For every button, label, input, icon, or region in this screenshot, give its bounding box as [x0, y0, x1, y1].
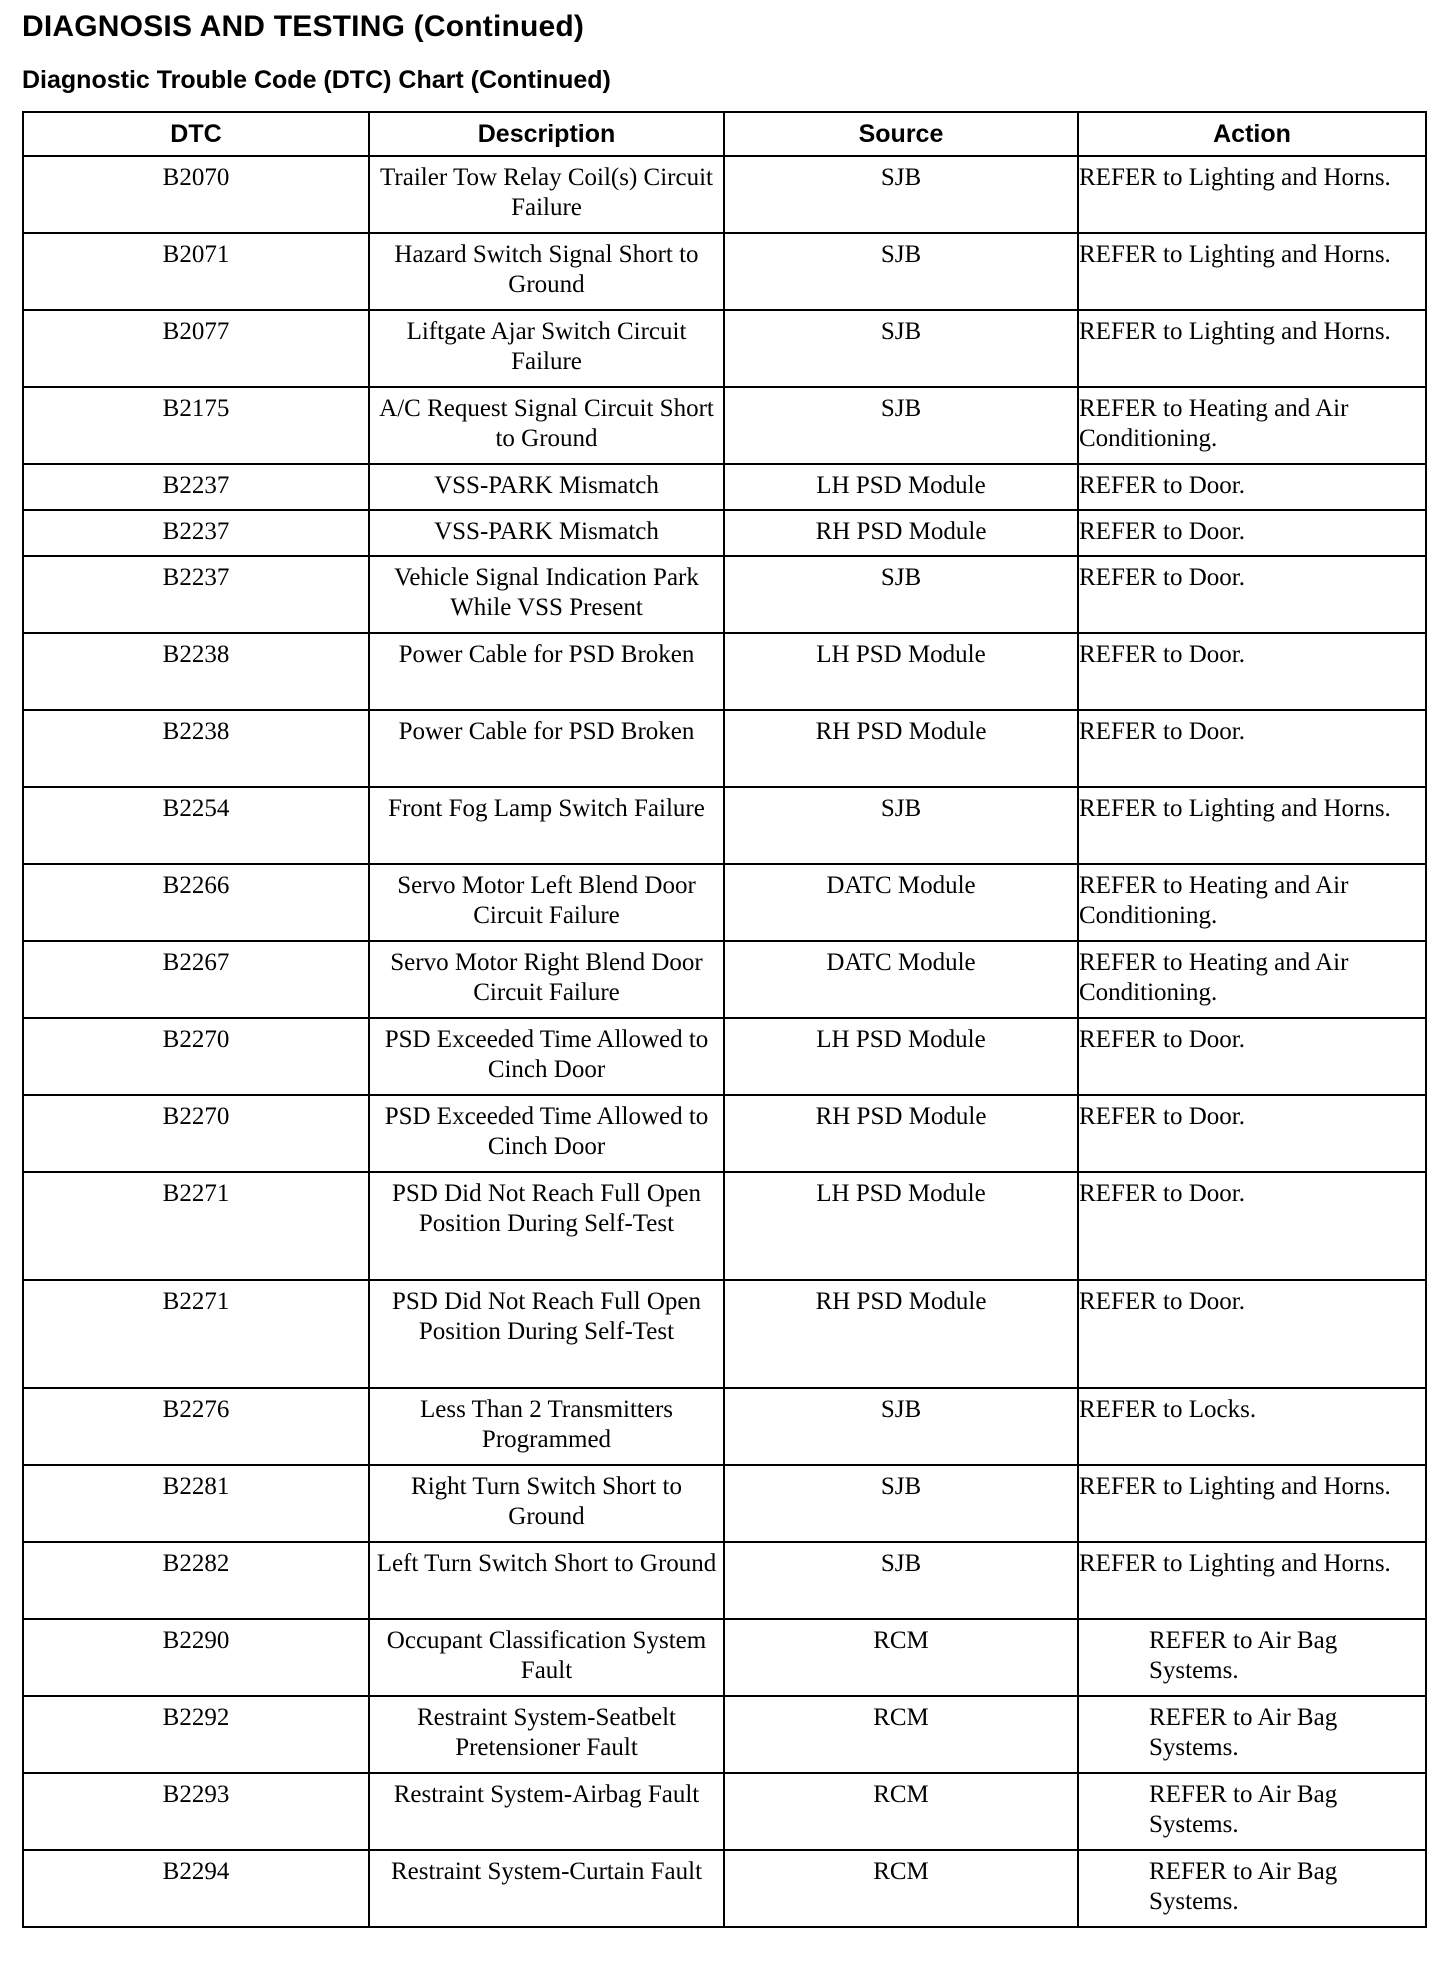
dtc-cell: B2175 [23, 387, 369, 464]
source-cell: DATC Module [724, 941, 1078, 1018]
action-cell: REFER to Door. [1078, 1018, 1426, 1095]
description-cell: A/C Request Signal Circuit Short to Ground [369, 387, 724, 464]
dtc-cell: B2077 [23, 310, 369, 387]
source-cell: RCM [724, 1619, 1078, 1696]
table-header-row [23, 112, 1426, 156]
table-row [23, 1280, 1426, 1388]
description-cell: Front Fog Lamp Switch Failure [369, 787, 724, 864]
description-cell: Less Than 2 Transmitters Programmed [369, 1388, 724, 1465]
description-cell: Servo Motor Left Blend Door Circuit Failure [369, 864, 724, 941]
source-cell: RH PSD Module [724, 1280, 1078, 1388]
action-cell: REFER to Air Bag Systems. [1078, 1773, 1426, 1850]
table-row [23, 710, 1426, 787]
dtc-cell: B2276 [23, 1388, 369, 1465]
action-cell: REFER to Door. [1078, 633, 1426, 710]
action-cell: REFER to Lighting and Horns. [1078, 1542, 1426, 1619]
dtc-cell: B2237 [23, 556, 369, 633]
table-row [23, 233, 1426, 310]
dtc-cell: B2292 [23, 1696, 369, 1773]
action-cell: REFER to Air Bag Systems. [1078, 1850, 1426, 1927]
table-row [23, 156, 1426, 233]
table-row [23, 1542, 1426, 1619]
dtc-cell: B2266 [23, 864, 369, 941]
source-cell: RH PSD Module [724, 510, 1078, 556]
source-cell: RH PSD Module [724, 710, 1078, 787]
description-cell: Power Cable for PSD Broken [369, 633, 724, 710]
source-cell: SJB [724, 387, 1078, 464]
table-row [23, 310, 1426, 387]
description-cell: Right Turn Switch Short to Ground [369, 1465, 724, 1542]
dtc-cell: B2237 [23, 510, 369, 556]
source-cell: LH PSD Module [724, 1172, 1078, 1280]
table-row [23, 941, 1426, 1018]
description-cell: Servo Motor Right Blend Door Circuit Failure [369, 941, 724, 1018]
dtc-cell: B2071 [23, 233, 369, 310]
table-row [23, 1172, 1426, 1280]
description-cell: Restraint System-Seatbelt Pretensioner Fault [369, 1696, 724, 1773]
table-row [23, 387, 1426, 464]
table-row [23, 1850, 1426, 1927]
action-cell: REFER to Lighting and Horns. [1078, 310, 1426, 387]
table-row [23, 1388, 1426, 1465]
action-cell: REFER to Lighting and Horns. [1078, 156, 1426, 233]
dtc-cell: B2254 [23, 787, 369, 864]
dtc-cell: B2270 [23, 1018, 369, 1095]
column-header-dtc: DTC [23, 112, 369, 156]
action-cell: REFER to Door. [1078, 510, 1426, 556]
description-cell: PSD Exceeded Time Allowed to Cinch Door [369, 1095, 724, 1172]
source-cell: SJB [724, 233, 1078, 310]
description-cell: Trailer Tow Relay Coil(s) Circuit Failure [369, 156, 724, 233]
action-cell: REFER to Lighting and Horns. [1078, 787, 1426, 864]
source-cell: RCM [724, 1773, 1078, 1850]
description-cell: Vehicle Signal Indication Park While VSS Present [369, 556, 724, 633]
action-cell: REFER to Door. [1078, 1095, 1426, 1172]
dtc-cell: B2238 [23, 633, 369, 710]
action-cell: REFER to Heating and Air Conditioning. [1078, 864, 1426, 941]
column-header-action: Action [1078, 112, 1426, 156]
description-cell: VSS-PARK Mismatch [369, 510, 724, 556]
table-row [23, 864, 1426, 941]
dtc-cell: B2267 [23, 941, 369, 1018]
table-row [23, 633, 1426, 710]
dtc-cell: B2238 [23, 710, 369, 787]
dtc-cell: B2290 [23, 1619, 369, 1696]
source-cell: SJB [724, 156, 1078, 233]
dtc-cell: B2294 [23, 1850, 369, 1927]
dtc-cell: B2070 [23, 156, 369, 233]
source-cell: SJB [724, 1542, 1078, 1619]
source-cell: SJB [724, 310, 1078, 387]
description-cell: Restraint System-Airbag Fault [369, 1773, 724, 1850]
source-cell: RCM [724, 1696, 1078, 1773]
source-cell: SJB [724, 1465, 1078, 1542]
table-row [23, 1465, 1426, 1542]
description-cell: Liftgate Ajar Switch Circuit Failure [369, 310, 724, 387]
action-cell: REFER to Lighting and Horns. [1078, 1465, 1426, 1542]
table-row [23, 1773, 1426, 1850]
action-cell: REFER to Heating and Air Conditioning. [1078, 941, 1426, 1018]
table-row [23, 1696, 1426, 1773]
description-cell: Power Cable for PSD Broken [369, 710, 724, 787]
dtc-cell: B2271 [23, 1172, 369, 1280]
dtc-cell: B2282 [23, 1542, 369, 1619]
description-cell: PSD Exceeded Time Allowed to Cinch Door [369, 1018, 724, 1095]
column-header-description: Description [369, 112, 724, 156]
dtc-cell: B2281 [23, 1465, 369, 1542]
table-row [23, 1095, 1426, 1172]
description-cell: Restraint System-Curtain Fault [369, 1850, 724, 1927]
action-cell: REFER to Door. [1078, 556, 1426, 633]
description-cell: Occupant Classification System Fault [369, 1619, 724, 1696]
page-title: DIAGNOSIS AND TESTING (Continued) [22, 10, 585, 43]
description-cell: Left Turn Switch Short to Ground [369, 1542, 724, 1619]
table-row [23, 464, 1426, 510]
source-cell: RH PSD Module [724, 1095, 1078, 1172]
source-cell: LH PSD Module [724, 633, 1078, 710]
chart-title: Diagnostic Trouble Code (DTC) Chart (Continued) [22, 66, 611, 94]
table-row [23, 510, 1426, 556]
action-cell: REFER to Lighting and Horns. [1078, 233, 1426, 310]
action-cell: REFER to Door. [1078, 464, 1426, 510]
description-cell: PSD Did Not Reach Full Open Position During Self-Test [369, 1280, 724, 1388]
source-cell: SJB [724, 556, 1078, 633]
description-cell: PSD Did Not Reach Full Open Position During Self-Test [369, 1172, 724, 1280]
dtc-cell: B2271 [23, 1280, 369, 1388]
dtc-cell: B2293 [23, 1773, 369, 1850]
description-cell: Hazard Switch Signal Short to Ground [369, 233, 724, 310]
source-cell: SJB [724, 1388, 1078, 1465]
source-cell: LH PSD Module [724, 464, 1078, 510]
table-row [23, 1018, 1426, 1095]
dtc-cell: B2237 [23, 464, 369, 510]
source-cell: SJB [724, 787, 1078, 864]
action-cell: REFER to Air Bag Systems. [1078, 1619, 1426, 1696]
source-cell: DATC Module [724, 864, 1078, 941]
action-cell: REFER to Heating and Air Conditioning. [1078, 387, 1426, 464]
table-row [23, 556, 1426, 633]
source-cell: LH PSD Module [724, 1018, 1078, 1095]
table-row [23, 787, 1426, 864]
dtc-chart-table [22, 111, 1427, 1928]
source-cell: RCM [724, 1850, 1078, 1927]
action-cell: REFER to Door. [1078, 1172, 1426, 1280]
action-cell: REFER to Air Bag Systems. [1078, 1696, 1426, 1773]
dtc-cell: B2270 [23, 1095, 369, 1172]
column-header-source: Source [724, 112, 1078, 156]
action-cell: REFER to Door. [1078, 1280, 1426, 1388]
action-cell: REFER to Locks. [1078, 1388, 1426, 1465]
table-row [23, 1619, 1426, 1696]
description-cell: VSS-PARK Mismatch [369, 464, 724, 510]
action-cell: REFER to Door. [1078, 710, 1426, 787]
